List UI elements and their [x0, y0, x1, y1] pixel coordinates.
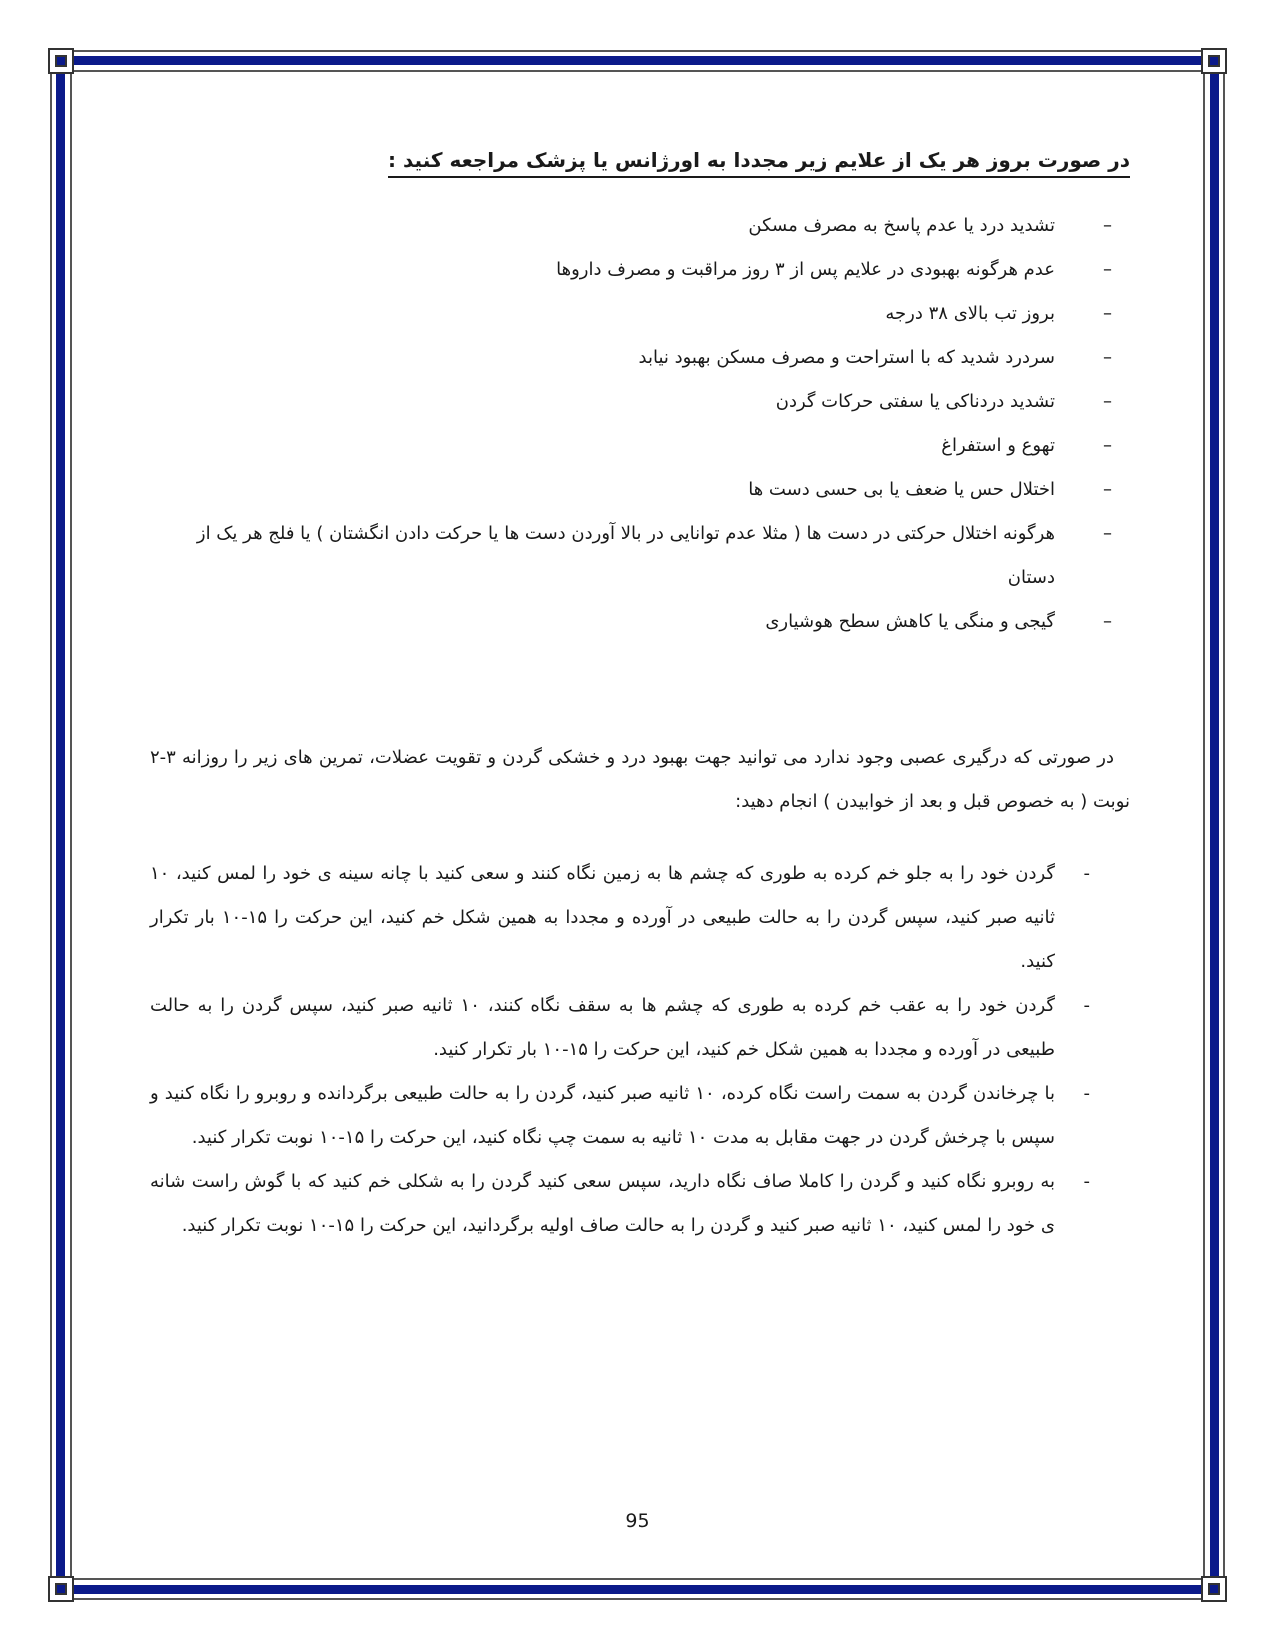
- corner-ornament-bottom-right: [1201, 1576, 1227, 1602]
- list-item-text: هرگونه اختلال حرکتی در دست ها ( مثلا عدم توانایی در بالا آوردن دست ها یا حرکت دادن انگشتان ) یا فلج هر یک از دستان: [196, 523, 1055, 588]
- list-item-text: گردن خود را به عقب خم کرده به طوری که چشم ها به سقف نگاه کنند، ۱۰ ثانیه صبر کنید، سپس گردن را به حالت طبیعی در آورده و مجددا به همین شکل خم کنید، این حرکت را ۱۵-۱۰ بار تکرار کنید.: [150, 995, 1055, 1060]
- document-body: [150, 148, 1130, 1248]
- list-marker: –: [1103, 303, 1112, 324]
- exercise-intro-paragraph: در صورتی که درگیری عصبی وجود ندارد می توانید جهت بهبود درد و خشکی گردن و تقویت عضلات، تمرین های زیر را روزانه ۳-۲ نوبت ( به خصوص قبل و بعد از خوابیدن ) انجام دهید:: [150, 747, 1130, 812]
- list-marker: –: [1103, 391, 1112, 412]
- list-item-text: گردن خود را به جلو خم کرده به طوری که چشم ها به زمین نگاه کنند و سعی کنید با چانه سینه ی خود را لمس کنید، ۱۰ ثانیه صبر کنید، سپس گردن را به حالت طبیعی در آورده و مجددا به همین شکل خم کنید، این حرکت را ۱۵-۱۰ بار تکرار کنید.: [150, 863, 1055, 972]
- list-item: [150, 1072, 1130, 1160]
- list-marker: –: [1103, 347, 1112, 368]
- list-item: [150, 600, 1130, 644]
- list-item-text: با چرخاندن گردن به سمت راست نگاه کرده، ۱۰ ثانیه صبر کنید، گردن را به حالت طبیعی برگردانده و روبرو را نگاه کنید و سپس با چرخش گردن در جهت مقابل به مدت ۱۰ ثانیه به سمت چپ نگاه کنید، این حرکت را ۱۵-۱۰ نوبت تکرار کنید.: [150, 1083, 1055, 1148]
- list-marker: -: [1083, 1083, 1090, 1104]
- list-item-text: تشدید دردناکی یا سفتی حرکات گردن: [775, 391, 1055, 412]
- section-heading: در صورت بروز هر یک از علایم زیر مجددا به اورژانس یا پزشک مراجعه کنید :: [388, 148, 1130, 178]
- list-item: [150, 1160, 1130, 1248]
- list-item-text: به روبرو نگاه کنید و گردن را کاملا صاف نگاه دارید، سپس سعی کنید گردن را به شکلی خم کنید که با گوش راست شانه ی خود را لمس کنید، ۱۰ ثانیه صبر کنید و گردن را به حالت صاف اولیه برگردانید، این حرکت را ۱۵-۱۰ نوبت تکرار کنید.: [150, 1171, 1055, 1236]
- list-item: [150, 204, 1130, 248]
- list-item-text: بروز تب بالای ۳۸ درجه: [885, 303, 1055, 324]
- list-item: [150, 984, 1130, 1072]
- list-marker: –: [1103, 435, 1112, 456]
- list-marker: -: [1083, 863, 1090, 884]
- list-marker: –: [1103, 611, 1112, 632]
- list-item-text: سردرد شدید که با استراحت و مصرف مسکن بهبود نیابد: [638, 347, 1055, 368]
- list-item-text: گیجی و منگی یا کاهش سطح هوشیاری: [765, 611, 1055, 632]
- list-marker: –: [1103, 259, 1112, 280]
- list-item-text: تهوع و استفراغ: [941, 435, 1055, 456]
- list-item-text: اختلال حس یا ضعف یا بی حسی دست ها: [748, 479, 1055, 500]
- exercise-list: [150, 852, 1130, 1248]
- list-marker: -: [1083, 995, 1090, 1016]
- list-item: [150, 380, 1130, 424]
- corner-ornament-bottom-left: [48, 1576, 74, 1602]
- list-item: [150, 336, 1130, 380]
- list-item: [150, 248, 1130, 292]
- list-marker: –: [1103, 479, 1112, 500]
- list-item-text: عدم هرگونه بهبودی در علایم پس از ۳ روز مراقبت و مصرف داروها: [556, 259, 1055, 280]
- symptom-list: [150, 204, 1130, 644]
- list-item: [150, 424, 1130, 468]
- list-marker: –: [1103, 215, 1112, 236]
- list-marker: -: [1083, 1171, 1090, 1192]
- list-item: [150, 512, 1130, 600]
- list-item: [150, 292, 1130, 336]
- corner-ornament-top-left: [48, 48, 74, 74]
- list-marker: –: [1103, 523, 1112, 544]
- list-item: [150, 852, 1130, 984]
- corner-ornament-top-right: [1201, 48, 1227, 74]
- list-item-text: تشدید درد یا عدم پاسخ به مصرف مسکن: [748, 215, 1055, 236]
- list-item: [150, 468, 1130, 512]
- page-number: 95: [625, 1510, 650, 1532]
